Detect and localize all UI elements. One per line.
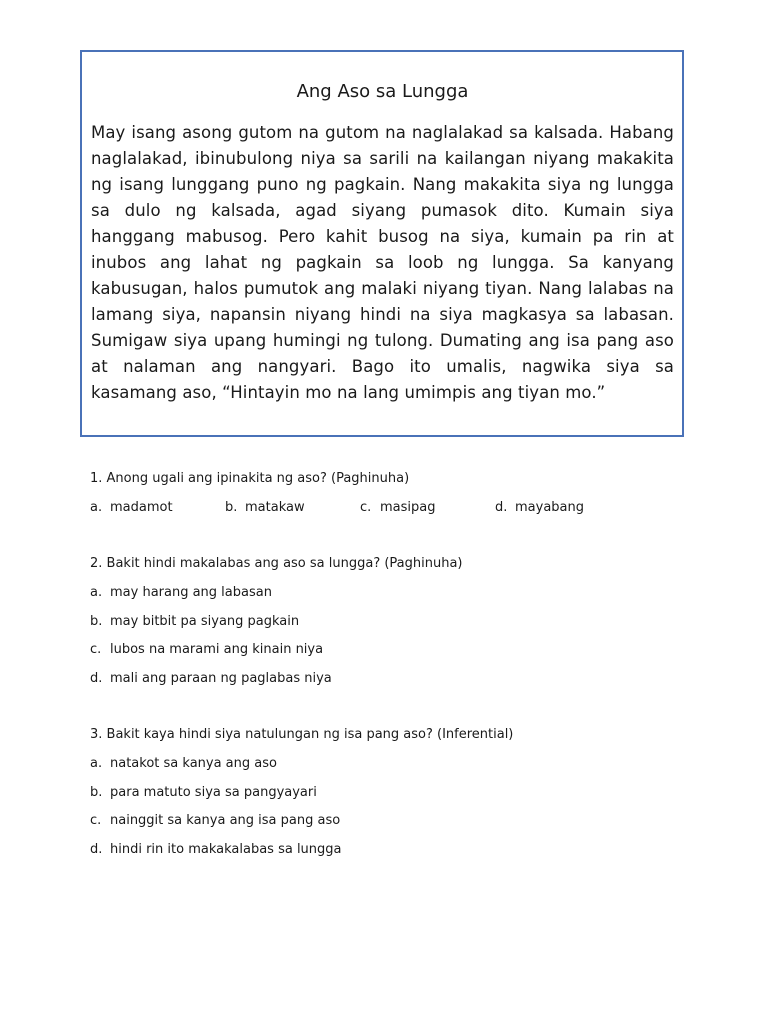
option-a xyxy=(90,754,690,783)
option-d xyxy=(495,498,630,526)
option-letter: b. xyxy=(90,613,103,629)
options-list xyxy=(90,754,690,868)
option-text: hindi rin ito makakalabas sa lungga xyxy=(110,841,342,857)
option-text: may harang ang labasan xyxy=(110,585,272,600)
option-b xyxy=(225,498,360,526)
options-list xyxy=(90,498,690,526)
option-letter: a. xyxy=(90,585,103,600)
question-2 xyxy=(90,554,690,697)
story-text: May isang asong gutom na gutom na naglalakad sa kalsada. Habang naglalakad, ibinubulong niya sa sarili na kailangan niyang makakita ng isang lunggang puno ng pagkain. Nang makakita siya ng lungga sa dulo ng kalsada, agad siyang pumasok dito. Kumain siya hanggang mabusog. Pero kahit busog na siya, kumain pa rin at inubos ang lahat ng pagkain sa loob ng lungga. Sa kanyang kabusugan, halos pumutok ang malaki niyang tiyan. Nang lalabas na lamang siya, napansin niyang hindi na siya magkasya sa labasan. Sumigaw siya upang humingi ng tulong. Dumating ang isa pang aso at nalaman ang nangyari. Bago ito umalis, nagwika siya sa kasamang aso, “Hintayin mo na lang umimpis ang tiyan mo.” xyxy=(91,123,674,402)
option-text: may bitbit pa siyang pagkain xyxy=(110,613,300,629)
option-text: mali ang paraan ng paglabas niya xyxy=(110,670,332,686)
option-letter: d. xyxy=(90,841,103,857)
question-3 xyxy=(90,725,690,868)
story-box xyxy=(80,50,684,437)
option-c xyxy=(360,498,495,526)
option-c xyxy=(90,640,690,669)
option-letter: b. xyxy=(90,784,103,800)
option-letter: c. xyxy=(90,813,102,828)
options-list xyxy=(90,583,690,697)
option-text: masipag xyxy=(380,500,436,515)
option-text: nainggit sa kanya ang isa pang aso xyxy=(110,813,341,828)
story-title: Ang Aso sa Lungga xyxy=(296,81,469,102)
option-b xyxy=(90,783,690,812)
question-text: 1. Anong ugali ang ipinakita ng aso? (Paghinuha) xyxy=(90,471,410,486)
option-letter: d. xyxy=(90,670,103,686)
option-text: para matuto siya sa pangyayari xyxy=(110,784,317,800)
option-letter: b. xyxy=(225,500,238,515)
option-c xyxy=(90,811,690,840)
option-letter: d. xyxy=(495,500,508,515)
option-text: natakot sa kanya ang aso xyxy=(110,756,277,771)
option-a xyxy=(90,583,690,612)
question-text: 3. Bakit kaya hindi siya natulungan ng isa pang aso? (Inferential) xyxy=(90,727,514,742)
option-d xyxy=(90,669,690,698)
spacer xyxy=(90,526,690,554)
question-1 xyxy=(90,469,690,526)
questions-section xyxy=(90,469,690,868)
option-letter: c. xyxy=(360,500,372,515)
option-text: mayabang xyxy=(515,500,584,515)
spacer xyxy=(90,697,690,725)
option-letter: a. xyxy=(90,500,103,515)
option-text: matakaw xyxy=(245,500,305,515)
option-text: lubos na marami ang kinain niya xyxy=(110,642,324,657)
option-text: madamot xyxy=(110,500,173,515)
question-text: 2. Bakit hindi makalabas ang aso sa lungga? (Paghinuha) xyxy=(90,556,463,571)
option-b xyxy=(90,612,690,641)
option-letter: c. xyxy=(90,642,102,657)
option-d xyxy=(90,840,690,869)
option-a xyxy=(90,498,225,526)
option-letter: a. xyxy=(90,756,103,771)
